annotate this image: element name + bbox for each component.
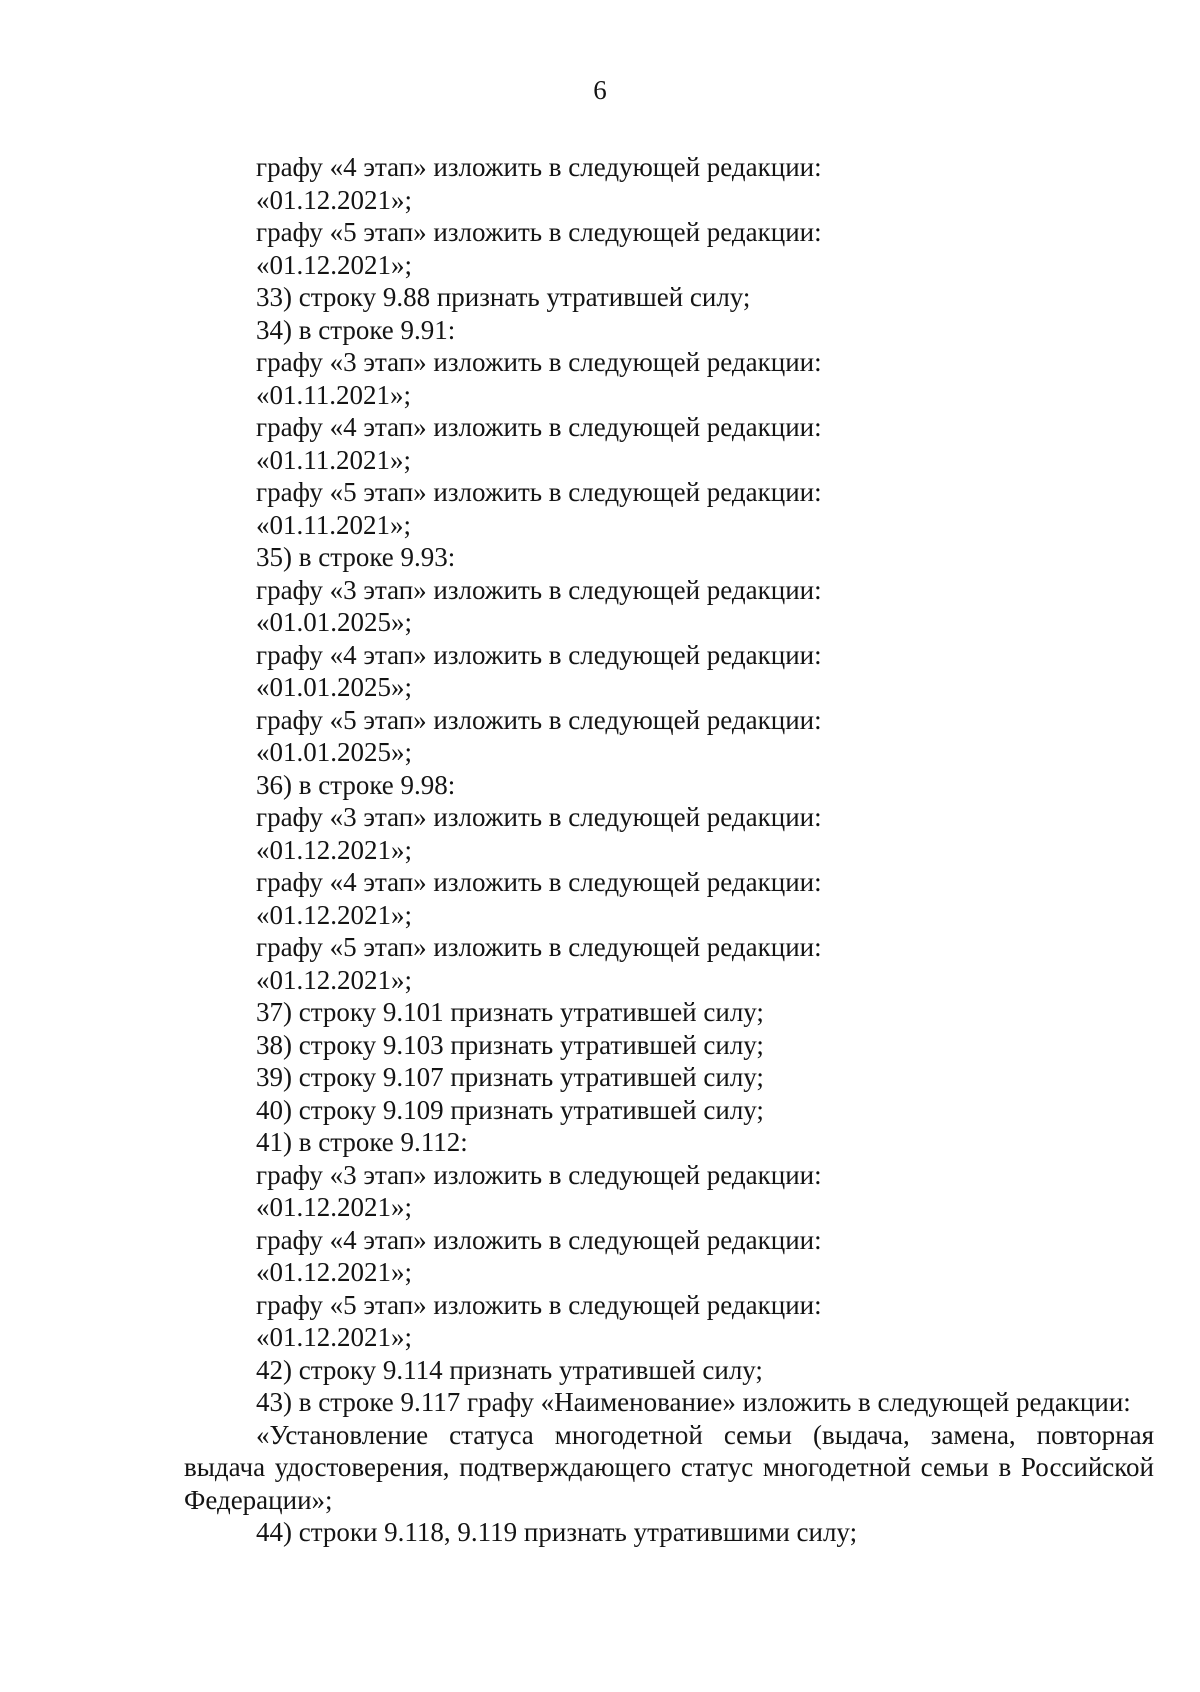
text-line: «01.12.2021»; xyxy=(256,1322,413,1352)
text-line: графу «3 этап» изложить в следующей редакции: xyxy=(256,1159,822,1190)
text-line: 33) строку 9.88 признать утратившей силу; xyxy=(256,282,751,312)
text-line: 36) в строке 9.98: xyxy=(256,769,456,800)
text-line: 40) строку 9.109 признать утратившей силу; xyxy=(256,1094,764,1125)
text-line: графу «5 этап» изложить в следующей редакции: xyxy=(256,1289,822,1320)
page-number: 6 xyxy=(593,75,607,105)
text-line: 42) строку 9.114 признать утратившей силу; xyxy=(256,1354,763,1385)
text-line: графу «3 этап» изложить в следующей редакции: xyxy=(256,574,822,605)
text-line: 34) в строке 9.91: xyxy=(256,314,456,345)
text-line: «01.11.2021»; xyxy=(256,509,411,540)
text-line: «01.11.2021»; xyxy=(256,379,411,410)
text-line: «01.12.2021»; xyxy=(256,964,413,995)
text-line: графу «4 этап» изложить в следующей редакции: xyxy=(256,867,822,897)
text-line: графу «5 этап» изложить в следующей редакции: xyxy=(256,217,822,247)
text-line: 41) в строке 9.112: xyxy=(256,1127,468,1157)
text-line: «01.12.2021»; xyxy=(256,249,413,280)
paragraph-item-43: 43) в строке 9.117 графу «Наименование» изложить в следующей редакции: xyxy=(256,1387,1131,1417)
text-line: «01.12.2021»; xyxy=(256,1192,413,1222)
text-line: графу «4 этап» изложить в следующей редакции: xyxy=(256,152,822,182)
text-line: «01.01.2025»; xyxy=(256,672,413,702)
text-line: графу «4 этап» изложить в следующей редакции: xyxy=(256,639,822,670)
text-line: «01.01.2025»; xyxy=(256,737,413,767)
text-line: 37) строку 9.101 признать утратившей силу; xyxy=(256,997,764,1027)
text-line: графу «4 этап» изложить в следующей редакции: xyxy=(256,1224,822,1255)
text-line: 38) строку 9.103 признать утратившей силу; xyxy=(256,1029,764,1060)
paragraph-item-44: 44) строки 9.118, 9.119 признать утратившими силу; xyxy=(256,1517,858,1547)
text-line: «01.01.2025»; xyxy=(256,607,413,637)
text-line: «01.12.2021»; xyxy=(256,184,413,215)
text-line: графу «5 этап» изложить в следующей редакции: xyxy=(256,477,822,507)
paragraph-quote: «Установление статуса многодетной семьи (выдача, замена, повторная выдача удостоверения, подтверждающего статус многодетной семьи в Российской Федерации»; xyxy=(184,1419,1154,1515)
text-line: «01.12.2021»; xyxy=(256,899,413,930)
text-line: графу «5 этап» изложить в следующей редакции: xyxy=(256,704,822,735)
text-line: графу «4 этап» изложить в следующей редакции: xyxy=(256,412,822,442)
text-line: 35) в строке 9.93: xyxy=(256,542,456,572)
text-line: графу «3 этап» изложить в следующей редакции: xyxy=(256,802,822,832)
text-line: графу «5 этап» изложить в следующей редакции: xyxy=(256,932,822,962)
document-body xyxy=(184,151,1154,1549)
text-line: «01.11.2021»; xyxy=(256,444,411,475)
text-line: графу «3 этап» изложить в следующей редакции: xyxy=(256,347,822,377)
text-line: 39) строку 9.107 признать утратившей силу; xyxy=(256,1062,764,1092)
text-line: «01.12.2021»; xyxy=(256,834,413,865)
text-line: «01.12.2021»; xyxy=(256,1257,413,1287)
